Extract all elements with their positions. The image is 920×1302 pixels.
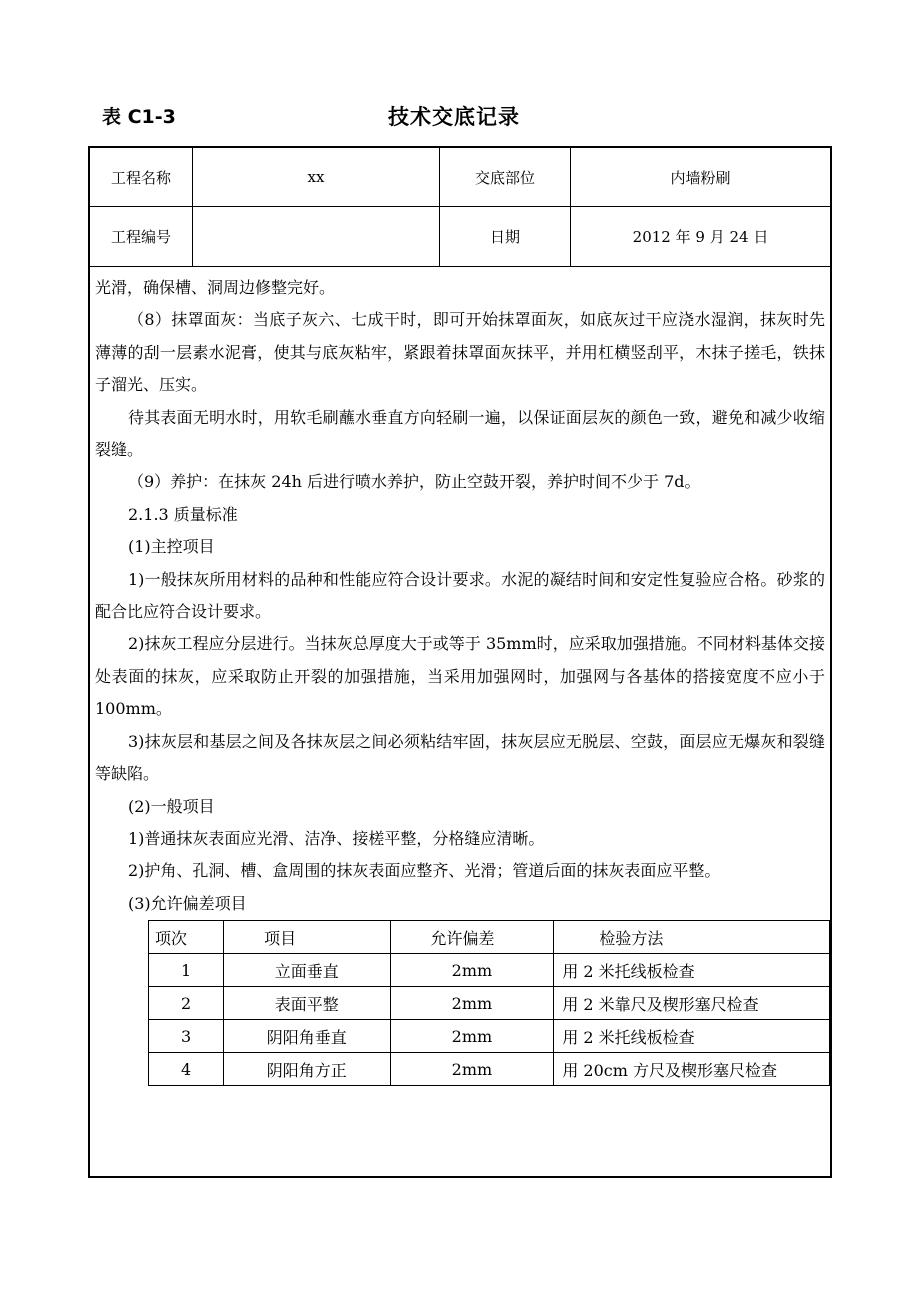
project-name-label: 工程名称 xyxy=(90,148,193,206)
table-header-row xyxy=(149,921,830,954)
paragraph: 1)普通抹灰表面应光滑、洁净、接槎平整，分格缝应清晰。 xyxy=(128,828,545,848)
table-cell: 1 xyxy=(149,954,224,987)
header-row-2 xyxy=(90,207,830,267)
table-cell: 阴阳角垂直 xyxy=(224,1020,390,1053)
table-cell: 用 2 米托线板检查 xyxy=(554,1020,830,1053)
table-header-cell: 项次 xyxy=(149,921,224,954)
table-header-cell: 允许偏差 xyxy=(390,921,554,954)
page-title: 技术交底记录 xyxy=(388,105,520,129)
project-no-value xyxy=(193,207,440,266)
subsection-heading: (2)一般项目 xyxy=(128,796,215,816)
table-row xyxy=(149,954,830,987)
table-row xyxy=(149,1020,830,1053)
table-cell: 3 xyxy=(149,1020,224,1053)
subsection-heading: (3)允许偏差项目 xyxy=(128,893,247,913)
part-value: 内墙粉刷 xyxy=(670,168,731,187)
project-no-label: 工程编号 xyxy=(90,207,193,266)
section-heading: 2.1.3 质量标准 xyxy=(128,504,238,524)
part-label: 交底部位 xyxy=(440,148,571,206)
table-cell: 2 xyxy=(149,987,224,1020)
paragraph: （8）抹罩面灰：当底子灰六、七成干时，即可开始抹罩面灰，如底灰过干应浇水湿润，抹灰时先薄薄的刮一层素水泥膏，使其与底灰粘牢，紧跟着抹罩面灰抹平，并用杠横竖刮平，木抹子搓毛，铁抹子溜光、压实。 xyxy=(95,310,825,395)
table-cell: 2mm xyxy=(390,987,554,1020)
paragraph: 2)护角、孔洞、槽、盒周围的抹灰表面应整齐、光滑；管道后面的抹灰表面应平整。 xyxy=(128,861,721,881)
project-name-value: xx xyxy=(193,148,440,206)
table-cell: 2mm xyxy=(390,954,554,987)
table-cell: 用 2 米托线板检查 xyxy=(554,954,830,987)
table-header-cell: 检验方法 xyxy=(554,921,830,954)
table-cell: 2mm xyxy=(390,1020,554,1053)
subsection-heading: (1)主控项目 xyxy=(128,537,215,557)
table-cell: 用 20cm 方尺及楔形塞尺检查 xyxy=(554,1053,830,1086)
record-frame xyxy=(88,146,832,1178)
date-value: 2012 年 9 月 24 日 xyxy=(632,228,769,246)
table-cell: 表面平整 xyxy=(224,987,390,1020)
form-id: 表 C1-3 xyxy=(102,106,176,128)
table-cell: 4 xyxy=(149,1053,224,1086)
disclosure-body xyxy=(95,272,825,920)
date-label: 日期 xyxy=(440,207,571,266)
paragraph: 待其表面无明水时，用软毛刷蘸水垂直方向轻刷一遍，以保证面层灰的颜色一致，避免和减少收缩裂缝。 xyxy=(95,407,825,460)
table-cell: 阴阳角方正 xyxy=(224,1053,390,1086)
table-row xyxy=(149,987,830,1020)
paragraph: 1)一般抹灰所用材料的品种和性能应符合设计要求。水泥的凝结时间和安定性复验应合格。砂浆的配合比应符合设计要求。 xyxy=(95,569,825,622)
table-header-cell: 项目 xyxy=(224,921,390,954)
header-row-1 xyxy=(90,148,830,207)
paragraph: 2)抹灰工程应分层进行。当抹灰总厚度大于或等于 35mm时，应采取加强措施。不同材料基体交接处表面的抹灰，应采取防止开裂的加强措施，当采用加强网时，加强网与各基体的搭接宽度不应小于 100mm。 xyxy=(95,634,825,719)
paragraph: 3)抹灰层和基层之间及各抹灰层之间必须粘结牢固，抹灰层应无脱层、空鼓，面层应无爆灰和裂缝等缺陷。 xyxy=(95,731,825,784)
table-row xyxy=(149,1053,830,1086)
table-cell: 2mm xyxy=(390,1053,554,1086)
tolerance-table xyxy=(148,920,830,1086)
paragraph: （9）养护：在抹灰 24h 后进行喷水养护，防止空鼓开裂，养护时间不少于 7d。 xyxy=(128,472,701,492)
paragraph: 光滑，确保槽、洞周边修整完好。 xyxy=(95,278,336,297)
table-cell: 立面垂直 xyxy=(224,954,390,987)
table-cell: 用 2 米靠尺及楔形塞尺检查 xyxy=(554,987,830,1020)
